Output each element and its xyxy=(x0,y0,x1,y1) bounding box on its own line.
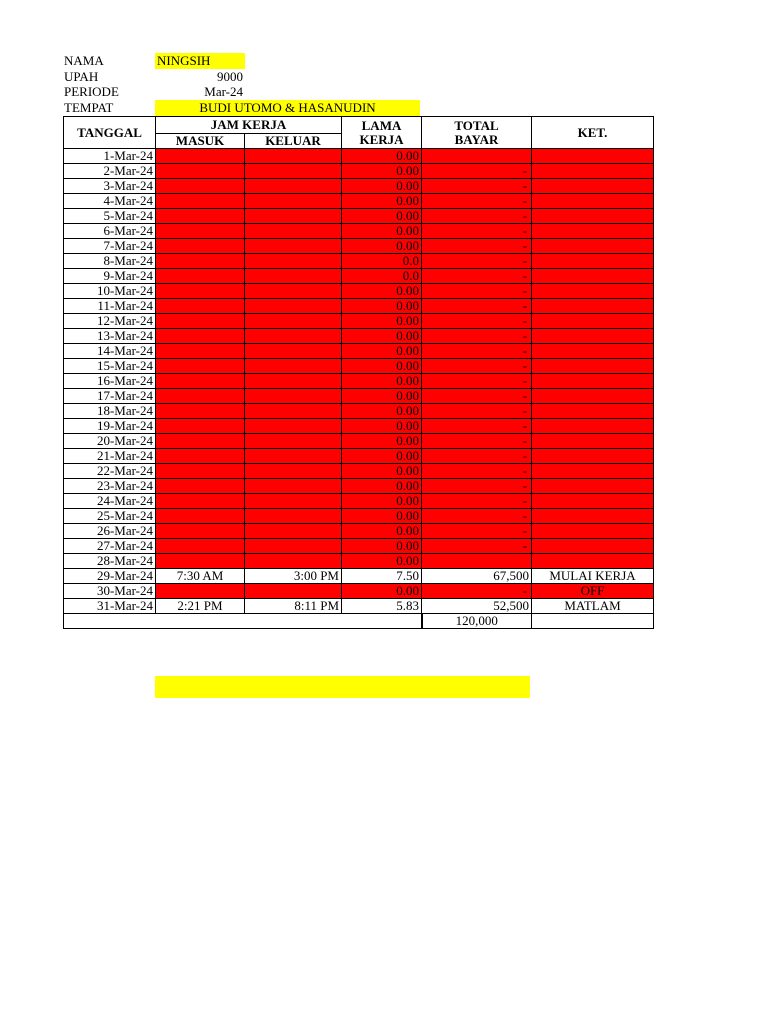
date-cell[interactable]: 7-Mar-24 xyxy=(64,239,156,254)
ket-cell[interactable] xyxy=(532,404,654,419)
ket-cell[interactable] xyxy=(532,479,654,494)
table-row xyxy=(64,194,654,209)
ket-cell[interactable] xyxy=(532,419,654,434)
lama-kerja-cell[interactable]: 0.00 xyxy=(342,404,422,419)
ket-cell[interactable] xyxy=(532,329,654,344)
table-row xyxy=(64,269,654,284)
date-cell[interactable]: 4-Mar-24 xyxy=(64,194,156,209)
ket-cell[interactable] xyxy=(532,374,654,389)
ket-cell[interactable] xyxy=(532,179,654,194)
masuk-cell[interactable] xyxy=(156,224,245,239)
ket-cell[interactable] xyxy=(532,539,654,554)
lama-kerja-cell[interactable]: 5.83 xyxy=(342,599,422,614)
total-bayar-cell[interactable]: - xyxy=(422,509,532,524)
total-bayar-cell[interactable] xyxy=(422,554,532,569)
ket-cell[interactable] xyxy=(532,344,654,359)
lama-kerja-cell[interactable]: 0.00 xyxy=(342,314,422,329)
total-bayar-cell[interactable]: - xyxy=(422,359,532,374)
date-cell[interactable]: 9-Mar-24 xyxy=(64,269,156,284)
ket-cell[interactable] xyxy=(532,149,654,164)
ket-cell[interactable] xyxy=(532,164,654,179)
date-cell[interactable]: 28-Mar-24 xyxy=(64,554,156,569)
total-bayar-cell[interactable]: - xyxy=(422,374,532,389)
masuk-cell[interactable] xyxy=(156,554,245,569)
ket-cell[interactable] xyxy=(532,284,654,299)
keluar-cell[interactable] xyxy=(245,224,342,239)
lama-kerja-cell[interactable]: 0.00 xyxy=(342,419,422,434)
total-bayar-cell[interactable]: - xyxy=(422,254,532,269)
periode-label: PERIODE xyxy=(64,84,119,99)
lama-kerja-cell[interactable]: 0.00 xyxy=(342,209,422,224)
total-bayar-cell[interactable]: - xyxy=(422,404,532,419)
total-bayar-cell[interactable]: 67,500 xyxy=(422,569,532,584)
keluar-cell[interactable] xyxy=(245,149,342,164)
masuk-cell[interactable] xyxy=(156,434,245,449)
keluar-cell[interactable] xyxy=(245,419,342,434)
total-bayar-cell[interactable]: - xyxy=(422,314,532,329)
masuk-cell[interactable] xyxy=(156,239,245,254)
periode-value[interactable]: Mar-24 xyxy=(204,84,243,99)
masuk-cell[interactable] xyxy=(156,359,245,374)
masuk-cell[interactable] xyxy=(156,269,245,284)
masuk-cell[interactable] xyxy=(156,179,245,194)
lama-header-line2: KERJA xyxy=(359,131,404,147)
keluar-cell[interactable] xyxy=(245,509,342,524)
date-cell[interactable]: 6-Mar-24 xyxy=(64,224,156,239)
total-bayar-cell[interactable]: 52,500 xyxy=(422,599,532,614)
masuk-cell[interactable] xyxy=(156,299,245,314)
table-row xyxy=(64,524,654,539)
date-cell[interactable]: 30-Mar-24 xyxy=(64,584,156,599)
date-cell[interactable]: 24-Mar-24 xyxy=(64,494,156,509)
keluar-cell[interactable] xyxy=(245,404,342,419)
total-bayar-cell[interactable]: - xyxy=(422,464,532,479)
keluar-cell[interactable] xyxy=(245,299,342,314)
total-bayar-cell[interactable]: - xyxy=(422,419,532,434)
ket-cell[interactable]: MULAI KERJA xyxy=(532,569,654,584)
table-row xyxy=(64,449,654,464)
keluar-cell[interactable] xyxy=(245,539,342,554)
ket-cell[interactable] xyxy=(532,314,654,329)
date-cell[interactable]: 3-Mar-24 xyxy=(64,179,156,194)
total-row xyxy=(64,614,654,629)
date-cell[interactable]: 23-Mar-24 xyxy=(64,479,156,494)
lama-kerja-cell[interactable]: 0.00 xyxy=(342,374,422,389)
date-cell[interactable]: 10-Mar-24 xyxy=(64,284,156,299)
total-bayar-cell[interactable]: - xyxy=(422,584,532,599)
lama-kerja-cell[interactable]: 0.00 xyxy=(342,479,422,494)
table-row xyxy=(64,299,654,314)
date-cell[interactable]: 12-Mar-24 xyxy=(64,314,156,329)
total-bayar-cell[interactable]: - xyxy=(422,284,532,299)
ket-cell[interactable]: OFF xyxy=(532,584,654,599)
date-cell[interactable]: 22-Mar-24 xyxy=(64,464,156,479)
keluar-cell[interactable] xyxy=(245,434,342,449)
masuk-cell[interactable] xyxy=(156,449,245,464)
table-row xyxy=(64,149,654,164)
table-row xyxy=(64,344,654,359)
keluar-cell[interactable]: 8:11 PM xyxy=(245,599,342,614)
date-cell[interactable]: 31-Mar-24 xyxy=(64,599,156,614)
total-bayar-cell[interactable]: - xyxy=(422,164,532,179)
masuk-cell[interactable]: 2:21 PM xyxy=(156,599,245,614)
keluar-cell[interactable] xyxy=(245,359,342,374)
date-cell[interactable]: 19-Mar-24 xyxy=(64,419,156,434)
table-row xyxy=(64,254,654,269)
ket-cell[interactable] xyxy=(532,224,654,239)
total-bayar-cell[interactable] xyxy=(422,149,532,164)
table-row xyxy=(64,329,654,344)
date-cell[interactable]: 25-Mar-24 xyxy=(64,509,156,524)
total-bayar-cell[interactable]: - xyxy=(422,494,532,509)
keluar-cell[interactable] xyxy=(245,329,342,344)
lama-kerja-cell[interactable]: 0.00 xyxy=(342,539,422,554)
keluar-cell[interactable] xyxy=(245,494,342,509)
total-bayar-cell[interactable]: - xyxy=(422,299,532,314)
ket-cell[interactable] xyxy=(532,389,654,404)
lama-kerja-cell[interactable]: 0.00 xyxy=(342,194,422,209)
ket-cell[interactable] xyxy=(532,209,654,224)
total-bayar-cell[interactable]: - xyxy=(422,389,532,404)
masuk-cell[interactable] xyxy=(156,479,245,494)
masuk-cell[interactable] xyxy=(156,494,245,509)
keluar-cell[interactable] xyxy=(245,374,342,389)
ket-cell[interactable] xyxy=(532,464,654,479)
keluar-cell[interactable] xyxy=(245,464,342,479)
col-total-bayar-header xyxy=(422,117,532,149)
masuk-cell[interactable] xyxy=(156,389,245,404)
lama-kerja-cell[interactable]: 0.00 xyxy=(342,359,422,374)
table-row xyxy=(64,224,654,239)
lama-kerja-cell[interactable]: 0.00 xyxy=(342,464,422,479)
ket-cell[interactable] xyxy=(532,299,654,314)
lama-kerja-cell[interactable]: 0.00 xyxy=(342,344,422,359)
masuk-cell[interactable] xyxy=(156,164,245,179)
col-ket-header: KET. xyxy=(532,117,654,149)
total-bayar-cell[interactable]: - xyxy=(422,209,532,224)
total-ket-cell[interactable] xyxy=(532,614,654,629)
total-header-line1: TOTAL xyxy=(454,117,499,133)
masuk-cell[interactable] xyxy=(156,374,245,389)
total-bayar-cell[interactable]: - xyxy=(422,479,532,494)
table-row xyxy=(64,374,654,389)
table-row xyxy=(64,359,654,374)
masuk-cell[interactable] xyxy=(156,329,245,344)
total-bayar-cell[interactable]: - xyxy=(422,539,532,554)
lama-kerja-cell[interactable]: 0.00 xyxy=(342,224,422,239)
ket-cell[interactable] xyxy=(532,194,654,209)
lama-kerja-cell[interactable]: 0.00 xyxy=(342,584,422,599)
table-row xyxy=(64,179,654,194)
keluar-cell[interactable] xyxy=(245,449,342,464)
lama-kerja-cell[interactable]: 0.0 xyxy=(342,254,422,269)
table-row xyxy=(64,539,654,554)
keluar-cell[interactable] xyxy=(245,344,342,359)
lama-kerja-cell[interactable]: 0.00 xyxy=(342,389,422,404)
total-bayar-cell[interactable]: - xyxy=(422,434,532,449)
lama-kerja-cell[interactable]: 0.00 xyxy=(342,494,422,509)
lama-kerja-cell[interactable]: 0.00 xyxy=(342,239,422,254)
lama-kerja-cell[interactable]: 0.00 xyxy=(342,554,422,569)
masuk-cell[interactable]: 7:30 AM xyxy=(156,569,245,584)
table-row xyxy=(64,464,654,479)
masuk-cell[interactable] xyxy=(156,539,245,554)
table-row xyxy=(64,494,654,509)
date-cell[interactable]: 8-Mar-24 xyxy=(64,254,156,269)
keluar-cell[interactable] xyxy=(245,254,342,269)
masuk-cell[interactable] xyxy=(156,344,245,359)
ket-cell[interactable] xyxy=(532,509,654,524)
table-row xyxy=(64,164,654,179)
masuk-cell[interactable] xyxy=(156,404,245,419)
ket-cell[interactable] xyxy=(532,449,654,464)
col-tanggal-header: TANGGAL xyxy=(64,117,156,149)
keluar-cell[interactable] xyxy=(245,584,342,599)
total-row-blank xyxy=(64,614,422,629)
total-bayar-cell[interactable]: - xyxy=(422,239,532,254)
keluar-cell[interactable] xyxy=(245,209,342,224)
table-row xyxy=(64,389,654,404)
keluar-cell[interactable] xyxy=(245,524,342,539)
lama-kerja-cell[interactable]: 7.50 xyxy=(342,569,422,584)
date-cell[interactable]: 16-Mar-24 xyxy=(64,374,156,389)
col-jam-kerja-header: JAM KERJA xyxy=(156,117,342,134)
table-row xyxy=(64,314,654,329)
upah-label: UPAH xyxy=(64,69,99,84)
tempat-label: TEMPAT xyxy=(64,100,114,115)
ket-cell[interactable] xyxy=(532,434,654,449)
lama-kerja-cell[interactable]: 0.00 xyxy=(342,434,422,449)
keluar-cell[interactable] xyxy=(245,164,342,179)
col-lama-kerja-header xyxy=(342,117,422,149)
ket-cell[interactable]: MATLAM xyxy=(532,599,654,614)
tempat-value[interactable]: BUDI UTOMO & HASANUDIN xyxy=(155,100,420,116)
table-row xyxy=(64,284,654,299)
date-cell[interactable]: 13-Mar-24 xyxy=(64,329,156,344)
date-cell[interactable]: 20-Mar-24 xyxy=(64,434,156,449)
lama-kerja-cell[interactable]: 0.00 xyxy=(342,509,422,524)
table-row xyxy=(64,599,654,614)
table-row xyxy=(64,434,654,449)
keluar-cell[interactable]: 3:00 PM xyxy=(245,569,342,584)
date-cell[interactable]: 18-Mar-24 xyxy=(64,404,156,419)
nama-value[interactable]: NINGSIH xyxy=(155,53,245,69)
date-cell[interactable]: 11-Mar-24 xyxy=(64,299,156,314)
total-bayar-cell[interactable]: - xyxy=(422,524,532,539)
masuk-cell[interactable] xyxy=(156,314,245,329)
lama-kerja-cell[interactable]: 0.0 xyxy=(342,269,422,284)
masuk-cell[interactable] xyxy=(156,584,245,599)
table-row xyxy=(64,239,654,254)
date-cell[interactable]: 2-Mar-24 xyxy=(64,164,156,179)
lama-kerja-cell[interactable]: 0.00 xyxy=(342,524,422,539)
date-cell[interactable]: 29-Mar-24 xyxy=(64,569,156,584)
nama-label: NAMA xyxy=(64,53,104,68)
total-bayar-cell[interactable]: - xyxy=(422,449,532,464)
total-bayar-cell[interactable]: - xyxy=(422,269,532,284)
table-row xyxy=(64,209,654,224)
keluar-cell[interactable] xyxy=(245,194,342,209)
table-row xyxy=(64,479,654,494)
total-bayar-cell[interactable]: - xyxy=(422,179,532,194)
keluar-cell[interactable] xyxy=(245,389,342,404)
keluar-cell[interactable] xyxy=(245,284,342,299)
date-cell[interactable]: 15-Mar-24 xyxy=(64,359,156,374)
upah-value[interactable]: 9000 xyxy=(217,69,243,84)
masuk-cell[interactable] xyxy=(156,149,245,164)
table-row xyxy=(64,419,654,434)
keluar-cell[interactable] xyxy=(245,239,342,254)
ket-cell[interactable] xyxy=(532,239,654,254)
masuk-cell[interactable] xyxy=(156,524,245,539)
table-row xyxy=(64,584,654,599)
col-masuk-header: MASUK xyxy=(156,134,245,149)
masuk-cell[interactable] xyxy=(156,254,245,269)
lama-kerja-cell[interactable]: 0.00 xyxy=(342,179,422,194)
masuk-cell[interactable] xyxy=(156,284,245,299)
table-row xyxy=(64,404,654,419)
lama-kerja-cell[interactable]: 0.00 xyxy=(342,284,422,299)
ket-cell[interactable] xyxy=(532,359,654,374)
lama-kerja-cell[interactable]: 0.00 xyxy=(342,299,422,314)
masuk-cell[interactable] xyxy=(156,419,245,434)
attendance-table xyxy=(63,116,654,629)
ket-cell[interactable] xyxy=(532,494,654,509)
total-bayar-cell[interactable]: - xyxy=(422,194,532,209)
ket-cell[interactable] xyxy=(532,524,654,539)
date-cell[interactable]: 26-Mar-24 xyxy=(64,524,156,539)
col-keluar-header: KELUAR xyxy=(245,134,342,149)
keluar-cell[interactable] xyxy=(245,554,342,569)
ket-cell[interactable] xyxy=(532,269,654,284)
table-row xyxy=(64,554,654,569)
table-body xyxy=(64,149,654,629)
table-row xyxy=(64,569,654,584)
date-cell[interactable]: 5-Mar-24 xyxy=(64,209,156,224)
date-cell[interactable]: 27-Mar-24 xyxy=(64,539,156,554)
keluar-cell[interactable] xyxy=(245,269,342,284)
date-cell[interactable]: 14-Mar-24 xyxy=(64,344,156,359)
total-header-line2: BAYAR xyxy=(454,131,499,147)
keluar-cell[interactable] xyxy=(245,479,342,494)
keluar-cell[interactable] xyxy=(245,179,342,194)
masuk-cell[interactable] xyxy=(156,194,245,209)
total-bayar-cell[interactable]: - xyxy=(422,224,532,239)
masuk-cell[interactable] xyxy=(156,509,245,524)
lama-kerja-cell[interactable]: 0.00 xyxy=(342,164,422,179)
masuk-cell[interactable] xyxy=(156,209,245,224)
table-row xyxy=(64,509,654,524)
date-cell[interactable]: 17-Mar-24 xyxy=(64,389,156,404)
ket-cell[interactable] xyxy=(532,254,654,269)
masuk-cell[interactable] xyxy=(156,464,245,479)
lama-kerja-cell[interactable]: 0.00 xyxy=(342,329,422,344)
lama-header-line1: LAMA xyxy=(361,117,402,133)
date-cell[interactable]: 21-Mar-24 xyxy=(64,449,156,464)
date-cell[interactable]: 1-Mar-24 xyxy=(64,149,156,164)
total-bayar-cell[interactable]: - xyxy=(422,344,532,359)
lama-kerja-cell[interactable]: 0.00 xyxy=(342,149,422,164)
total-bayar-cell[interactable]: - xyxy=(422,329,532,344)
lama-kerja-cell[interactable]: 0.00 xyxy=(342,449,422,464)
grand-total-cell[interactable]: 120,000 xyxy=(422,614,532,629)
highlight-bar[interactable] xyxy=(155,676,530,698)
keluar-cell[interactable] xyxy=(245,314,342,329)
ket-cell[interactable] xyxy=(532,554,654,569)
